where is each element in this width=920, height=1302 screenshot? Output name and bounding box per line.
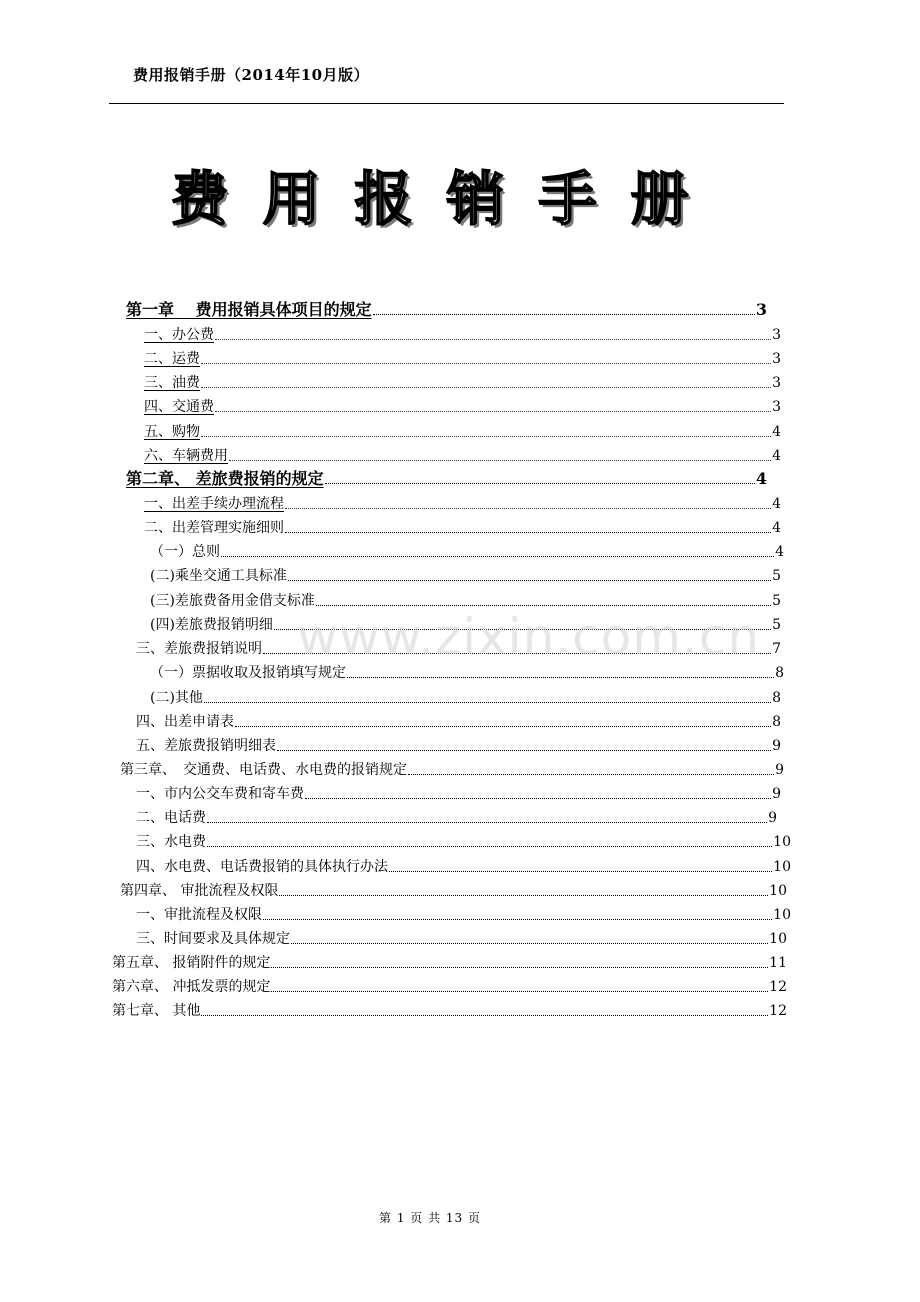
- toc-page-number: 11: [769, 955, 787, 971]
- toc-entry[interactable]: [144, 446, 781, 466]
- toc-entry[interactable]: [120, 760, 784, 780]
- toc-entry-label: 四、交通费: [144, 399, 214, 415]
- toc-entry-label: 三、时间要求及具体规定: [136, 931, 290, 947]
- toc-dot-leader: [201, 1015, 768, 1016]
- toc-entry-label: 第六章、 冲抵发票的规定: [112, 979, 271, 995]
- toc-entry[interactable]: [136, 639, 781, 659]
- toc-dot-leader: [263, 653, 771, 654]
- toc-entry[interactable]: [150, 615, 781, 635]
- toc-page-number: 3: [772, 327, 781, 343]
- toc-dot-leader: [207, 846, 772, 847]
- toc-dot-leader: [277, 750, 771, 751]
- toc-dot-leader: [316, 605, 771, 606]
- toc-dot-leader: [229, 460, 771, 461]
- toc-entry-label: 四、水电费、电话费报销的具体执行办法: [136, 859, 388, 875]
- page-footer: 第 1 页 共 13 页: [379, 1211, 481, 1225]
- toc-entry[interactable]: [112, 977, 787, 997]
- toc-entry[interactable]: [136, 784, 781, 804]
- toc-dot-leader: [201, 387, 771, 388]
- toc-dot-leader: [408, 774, 774, 775]
- toc-entry[interactable]: [136, 736, 781, 756]
- toc-entry[interactable]: [144, 373, 781, 393]
- toc-entry-label: （一）总则: [150, 544, 220, 560]
- toc-entry-label: 六、车辆费用: [144, 448, 228, 464]
- toc-page-number: 4: [775, 544, 784, 560]
- toc-page-number: 4: [772, 448, 781, 464]
- toc-entry-label: 一、办公费: [144, 327, 214, 343]
- toc-entry-label: 第二章、 差旅费报销的规定: [126, 469, 324, 488]
- toc-dot-leader: [325, 483, 755, 484]
- toc-dot-leader: [288, 580, 771, 581]
- toc-entry[interactable]: [150, 566, 781, 586]
- toc-dot-leader: [207, 822, 767, 823]
- toc-dot-leader: [271, 967, 768, 968]
- toc-page-number: 9: [772, 786, 781, 802]
- toc-entry[interactable]: [144, 494, 781, 514]
- toc-entry[interactable]: [136, 808, 777, 828]
- toc-page-number: 10: [769, 931, 787, 947]
- toc-entry-label: 第三章、 交通费、电话费、水电费的报销规定: [120, 762, 407, 778]
- toc-entry-label: 二、出差管理实施细则: [144, 520, 284, 536]
- toc-entry-label: 五、购物: [144, 424, 200, 440]
- toc-page-number: 9: [775, 762, 784, 778]
- toc-page-number: 12: [769, 1003, 787, 1019]
- toc-page-number: 8: [772, 690, 781, 706]
- toc-dot-leader: [204, 702, 771, 703]
- toc-entry[interactable]: [136, 832, 791, 852]
- toc-dot-leader: [215, 339, 771, 340]
- toc-page-number: 5: [772, 617, 781, 633]
- toc-entry-label: 一、出差手续办理流程: [144, 496, 284, 512]
- toc-page-number: 3: [772, 351, 781, 367]
- toc-entry-label: 四、出差申请表: [136, 714, 234, 730]
- toc-page-number: 7: [772, 641, 781, 657]
- toc-entry[interactable]: [112, 1001, 787, 1021]
- toc-entry[interactable]: [144, 422, 781, 442]
- toc-entry-label: 第一章 费用报销具体项目的规定: [126, 300, 372, 319]
- toc-page-number: 4: [772, 496, 781, 512]
- toc-page-number: 12: [769, 979, 787, 995]
- toc-entry-label: （一）票据收取及报销填写规定: [150, 665, 346, 681]
- toc-entry[interactable]: [150, 542, 784, 562]
- toc-dot-leader: [305, 798, 771, 799]
- toc-dot-leader: [263, 919, 772, 920]
- toc-entry-label: 第五章、 报销附件的规定: [112, 955, 271, 971]
- toc-dot-leader: [235, 726, 771, 727]
- toc-entry[interactable]: [136, 857, 791, 877]
- toc-dot-leader: [347, 677, 774, 678]
- toc-page-number: 3: [772, 375, 781, 391]
- toc-entry-label: (四)差旅费报销明细: [150, 617, 273, 633]
- toc-dot-leader: [291, 943, 768, 944]
- toc-entry[interactable]: [144, 325, 781, 345]
- toc-page-number: 9: [768, 810, 777, 826]
- toc-entry[interactable]: [136, 929, 787, 949]
- toc-entry-label: (二)乘坐交通工具标准: [150, 568, 287, 584]
- toc-dot-leader: [373, 314, 755, 315]
- toc-entry[interactable]: [120, 881, 787, 901]
- watermark: www.zixin.com.cn: [297, 608, 761, 666]
- toc-dot-leader: [279, 895, 768, 896]
- toc-page-number: 10: [773, 907, 791, 923]
- toc-entry[interactable]: [136, 905, 791, 925]
- toc-entry[interactable]: [126, 469, 767, 489]
- toc-entry-label: 二、运费: [144, 351, 200, 367]
- running-header: 费用报销手册（2014年10月版）: [133, 66, 370, 84]
- toc-page-number: 8: [775, 665, 784, 681]
- toc-dot-leader: [285, 508, 771, 509]
- toc-dot-leader: [274, 629, 771, 630]
- toc-entry[interactable]: [136, 712, 781, 732]
- toc-entry[interactable]: [144, 518, 781, 538]
- toc-dot-leader: [215, 411, 771, 412]
- toc-page-number: 3: [755, 300, 767, 319]
- toc-entry[interactable]: [144, 349, 781, 369]
- toc-page-number: 10: [773, 859, 791, 875]
- toc-entry-label: 一、审批流程及权限: [136, 907, 262, 923]
- toc-entry[interactable]: [144, 397, 781, 417]
- toc-dot-leader: [221, 556, 774, 557]
- toc-entry-label: 五、差旅费报销明细表: [136, 738, 276, 754]
- toc-dot-leader: [389, 871, 772, 872]
- toc-entry-label: (三)差旅费备用金借支标准: [150, 593, 315, 609]
- toc-page-number: 10: [769, 883, 787, 899]
- toc-page-number: 8: [772, 714, 781, 730]
- toc-entry-label: 第七章、 其他: [112, 1003, 201, 1019]
- toc-entry[interactable]: [150, 591, 781, 611]
- toc-entry-label: 一、市内公交车费和寄车费: [136, 786, 304, 802]
- toc-dot-leader: [271, 991, 768, 992]
- document-title: 费用报销手册: [170, 165, 723, 233]
- toc-entry[interactable]: [112, 953, 787, 973]
- toc-entry[interactable]: [126, 300, 767, 320]
- toc-entry-label: 三、差旅费报销说明: [136, 641, 262, 657]
- toc-page-number: 5: [772, 568, 781, 584]
- toc-page-number: 4: [772, 520, 781, 536]
- toc-dot-leader: [201, 436, 771, 437]
- toc-page-number: 10: [773, 834, 791, 850]
- toc-entry-label: (二)其他: [150, 690, 203, 706]
- toc-entry-label: 第四章、 审批流程及权限: [120, 883, 279, 899]
- toc-page-number: 4: [772, 424, 781, 440]
- toc-entry[interactable]: [150, 688, 781, 708]
- toc-page-number: 9: [772, 738, 781, 754]
- toc-page-number: 4: [755, 469, 767, 488]
- toc-page-number: 5: [772, 593, 781, 609]
- toc-entry-label: 三、油费: [144, 375, 200, 391]
- toc-dot-leader: [285, 532, 771, 533]
- toc-entry-label: 三、水电费: [136, 834, 206, 850]
- toc-entry[interactable]: [150, 663, 784, 683]
- toc-page-number: 3: [772, 399, 781, 415]
- toc-dot-leader: [201, 363, 771, 364]
- toc-entry-label: 二、电话费: [136, 810, 206, 826]
